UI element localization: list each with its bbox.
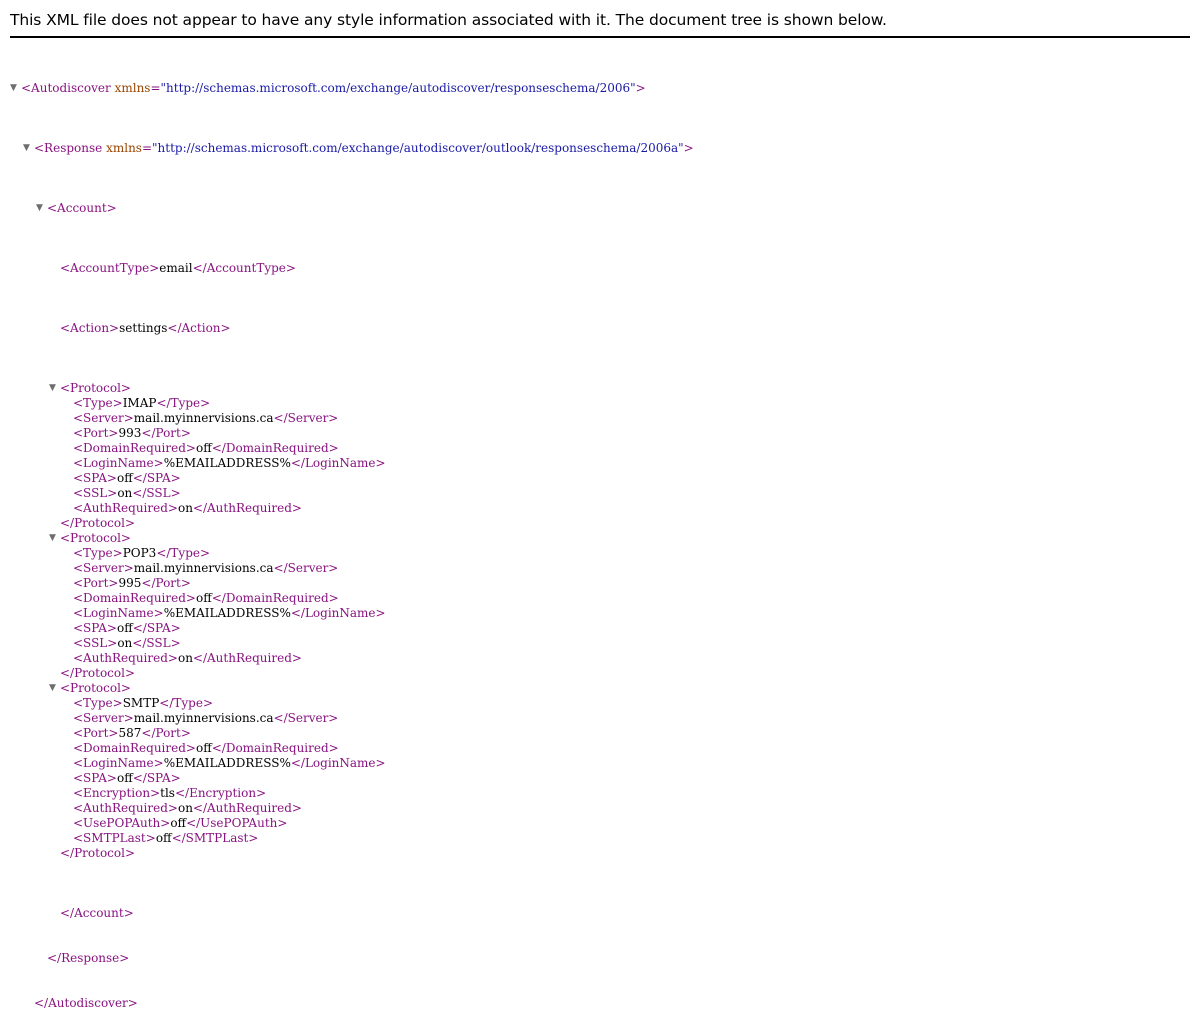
protocol-field-row bbox=[10, 816, 694, 831]
field-value: tls bbox=[160, 786, 175, 800]
field-close-tag: </Type> bbox=[156, 396, 211, 410]
field-open-tag: <SPA> bbox=[73, 471, 117, 485]
field-close-tag: </SPA> bbox=[132, 471, 181, 485]
field-open-tag: <SSL> bbox=[73, 636, 118, 650]
field-open-tag: <Server> bbox=[73, 561, 134, 575]
protocol-field-row bbox=[10, 471, 694, 486]
field-close-tag: </AuthRequired> bbox=[192, 801, 302, 815]
autodiscover-open-row: ▼ <Autodiscover xmlns="http://schemas.microsoft.com/exchange/autodiscover/responseschema/2006"> bbox=[10, 81, 646, 95]
field-open-tag: <Port> bbox=[73, 726, 119, 740]
field-value: mail.myinnervisions.ca bbox=[133, 411, 274, 425]
field-value: off bbox=[116, 621, 133, 635]
field-close-tag: </Server> bbox=[273, 561, 339, 575]
protocol-close-tag: </Protocol> bbox=[60, 666, 136, 680]
response-open-tag: <Response bbox=[34, 141, 103, 155]
action-row: <Action>settings</Action> bbox=[60, 321, 231, 335]
protocol-field-row bbox=[10, 441, 694, 456]
protocol-field-row bbox=[10, 651, 694, 666]
field-open-tag: <SPA> bbox=[73, 771, 117, 785]
field-close-tag: </Server> bbox=[273, 411, 339, 425]
field-open-tag: <Port> bbox=[73, 576, 119, 590]
field-value: SMTP bbox=[122, 696, 160, 710]
field-value: off bbox=[116, 471, 133, 485]
no-style-info-message: This XML file does not appear to have any style information associated with it. The document tree is shown below. bbox=[10, 11, 887, 29]
field-open-tag: <AuthRequired> bbox=[73, 501, 178, 515]
field-value: off bbox=[116, 771, 133, 785]
field-close-tag: </UsePOPAuth> bbox=[186, 816, 288, 830]
field-close-tag: </Server> bbox=[273, 711, 339, 725]
field-open-tag: <AuthRequired> bbox=[73, 801, 178, 815]
field-value: off bbox=[170, 816, 187, 830]
protocol-field-row bbox=[10, 411, 694, 426]
header-divider bbox=[10, 36, 1190, 38]
xmlns-attribute-value: "http://schemas.microsoft.com/exchange/autodiscover/outlook/responseschema/2006a" bbox=[152, 141, 684, 155]
protocol-field-row bbox=[10, 786, 694, 801]
field-open-tag: <SMTPLast> bbox=[73, 831, 156, 845]
field-close-tag: </Port> bbox=[141, 426, 191, 440]
field-open-tag: <Port> bbox=[73, 426, 119, 440]
response-close-row bbox=[10, 951, 694, 966]
account-close-tag: </Account> bbox=[60, 906, 134, 920]
field-value: mail.myinnervisions.ca bbox=[133, 561, 274, 575]
protocol-field-row bbox=[10, 396, 694, 411]
protocol-field-row bbox=[10, 801, 694, 816]
protocol-field-row bbox=[10, 771, 694, 786]
field-close-tag: </DomainRequired> bbox=[211, 741, 339, 755]
xmlns-attribute-name: xmlns bbox=[114, 81, 151, 95]
autodiscover-open-tag: <Autodiscover bbox=[21, 81, 111, 95]
collapse-toggle-icon[interactable]: ▼ bbox=[36, 203, 43, 213]
protocol-field-row bbox=[10, 831, 694, 846]
field-open-tag: <LoginName> bbox=[73, 756, 164, 770]
field-close-tag: </DomainRequired> bbox=[211, 441, 339, 455]
response-close-tag: </Response> bbox=[47, 951, 130, 965]
field-value: on bbox=[117, 636, 133, 650]
field-value: %EMAILADDRESS% bbox=[163, 756, 291, 770]
collapse-toggle-icon[interactable]: ▼ bbox=[49, 683, 56, 693]
response-open-row: ▼ <Response xmlns="http://schemas.microsoft.com/exchange/autodiscover/outlook/responseschema/2006a"> bbox=[23, 141, 694, 155]
collapse-toggle-icon[interactable]: ▼ bbox=[49, 533, 56, 543]
protocol-close-row bbox=[10, 666, 694, 681]
protocol-field-row bbox=[10, 486, 694, 501]
protocol-close-row bbox=[10, 516, 694, 531]
field-open-tag: <Server> bbox=[73, 711, 134, 725]
field-open-tag: <Encryption> bbox=[73, 786, 161, 800]
protocol-open-tag: <Protocol> bbox=[60, 381, 131, 395]
field-open-tag: <Type> bbox=[73, 396, 123, 410]
action-value: settings bbox=[119, 321, 168, 335]
field-close-tag: </LoginName> bbox=[290, 606, 386, 620]
field-close-tag: </SSL> bbox=[132, 486, 181, 500]
field-value: %EMAILADDRESS% bbox=[163, 456, 291, 470]
protocol-field-row bbox=[10, 696, 694, 711]
protocol-open-tag: <Protocol> bbox=[60, 681, 131, 695]
field-close-tag: </SMTPLast> bbox=[171, 831, 259, 845]
field-value: 993 bbox=[118, 426, 142, 440]
collapse-toggle-icon[interactable]: ▼ bbox=[23, 143, 30, 153]
autodiscover-close-tag: </Autodiscover> bbox=[34, 996, 138, 1010]
field-close-tag: </Type> bbox=[159, 696, 213, 710]
field-close-tag: </LoginName> bbox=[290, 756, 386, 770]
protocol-field-row bbox=[10, 426, 694, 441]
xmlns-attribute-value: "http://schemas.microsoft.com/exchange/autodiscover/responseschema/2006" bbox=[160, 81, 636, 95]
field-value: POP3 bbox=[122, 546, 157, 560]
field-value: off bbox=[195, 741, 212, 755]
xmlns-attribute-name: xmlns bbox=[106, 141, 142, 155]
field-value: IMAP bbox=[122, 396, 157, 410]
field-close-tag: </LoginName> bbox=[290, 456, 386, 470]
field-open-tag: <SPA> bbox=[73, 621, 117, 635]
protocol-field-row bbox=[10, 636, 694, 651]
field-open-tag: <DomainRequired> bbox=[73, 741, 196, 755]
field-value: 587 bbox=[118, 726, 142, 740]
field-open-tag: <Server> bbox=[73, 411, 134, 425]
autodiscover-close-row bbox=[10, 996, 694, 1011]
protocol-field-row bbox=[10, 756, 694, 771]
field-close-tag: </Port> bbox=[141, 576, 191, 590]
account-close-row bbox=[10, 906, 694, 921]
field-open-tag: <SSL> bbox=[73, 486, 118, 500]
protocol-open-row bbox=[10, 531, 694, 546]
protocol-field-row bbox=[10, 711, 694, 726]
field-close-tag: </Encryption> bbox=[174, 786, 267, 800]
field-open-tag: <Type> bbox=[73, 546, 123, 560]
field-value: off bbox=[195, 591, 212, 605]
protocol-field-row bbox=[10, 456, 694, 471]
protocol-open-row bbox=[10, 381, 694, 396]
protocol-field-row bbox=[10, 741, 694, 756]
protocol-field-row bbox=[10, 606, 694, 621]
field-value: mail.myinnervisions.ca bbox=[133, 711, 274, 725]
field-close-tag: </AuthRequired> bbox=[192, 501, 302, 515]
protocol-field-row bbox=[10, 501, 694, 516]
field-value: off bbox=[195, 441, 212, 455]
field-value: 995 bbox=[118, 576, 142, 590]
protocol-field-row bbox=[10, 726, 694, 741]
protocol-field-row bbox=[10, 546, 694, 561]
protocol-field-row bbox=[10, 561, 694, 576]
field-open-tag: <UsePOPAuth> bbox=[73, 816, 171, 830]
field-close-tag: </SPA> bbox=[132, 771, 181, 785]
field-open-tag: <LoginName> bbox=[73, 456, 164, 470]
protocol-field-row bbox=[10, 621, 694, 636]
field-close-tag: </DomainRequired> bbox=[211, 591, 339, 605]
protocol-close-row bbox=[10, 846, 694, 861]
collapse-toggle-icon[interactable]: ▼ bbox=[49, 383, 56, 393]
field-value: off bbox=[155, 831, 172, 845]
account-type-row: <AccountType>email</AccountType> bbox=[60, 261, 296, 275]
field-close-tag: </SPA> bbox=[132, 621, 181, 635]
field-close-tag: </Port> bbox=[141, 726, 191, 740]
field-open-tag: <DomainRequired> bbox=[73, 591, 196, 605]
protocols-container bbox=[10, 381, 694, 861]
account-open-tag: <Account> bbox=[47, 201, 117, 215]
xml-document-tree bbox=[10, 51, 694, 1026]
field-close-tag: </SSL> bbox=[132, 636, 181, 650]
protocol-open-tag: <Protocol> bbox=[60, 531, 131, 545]
field-open-tag: <LoginName> bbox=[73, 606, 164, 620]
protocol-close-tag: </Protocol> bbox=[60, 846, 136, 860]
protocol-close-tag: </Protocol> bbox=[60, 516, 136, 530]
field-open-tag: <Type> bbox=[73, 696, 123, 710]
collapse-toggle-icon[interactable]: ▼ bbox=[10, 83, 17, 93]
field-open-tag: <DomainRequired> bbox=[73, 441, 196, 455]
account-open-row bbox=[10, 201, 694, 216]
field-value: on bbox=[117, 486, 133, 500]
field-value: %EMAILADDRESS% bbox=[163, 606, 291, 620]
protocol-field-row bbox=[10, 576, 694, 591]
protocol-field-row bbox=[10, 591, 694, 606]
field-open-tag: <AuthRequired> bbox=[73, 651, 178, 665]
protocol-open-row bbox=[10, 681, 694, 696]
field-close-tag: </Type> bbox=[156, 546, 211, 560]
field-close-tag: </AuthRequired> bbox=[192, 651, 302, 665]
field-value: on bbox=[177, 651, 193, 665]
account-type-value: email bbox=[159, 261, 193, 275]
field-value: on bbox=[177, 801, 193, 815]
field-value: on bbox=[177, 501, 193, 515]
